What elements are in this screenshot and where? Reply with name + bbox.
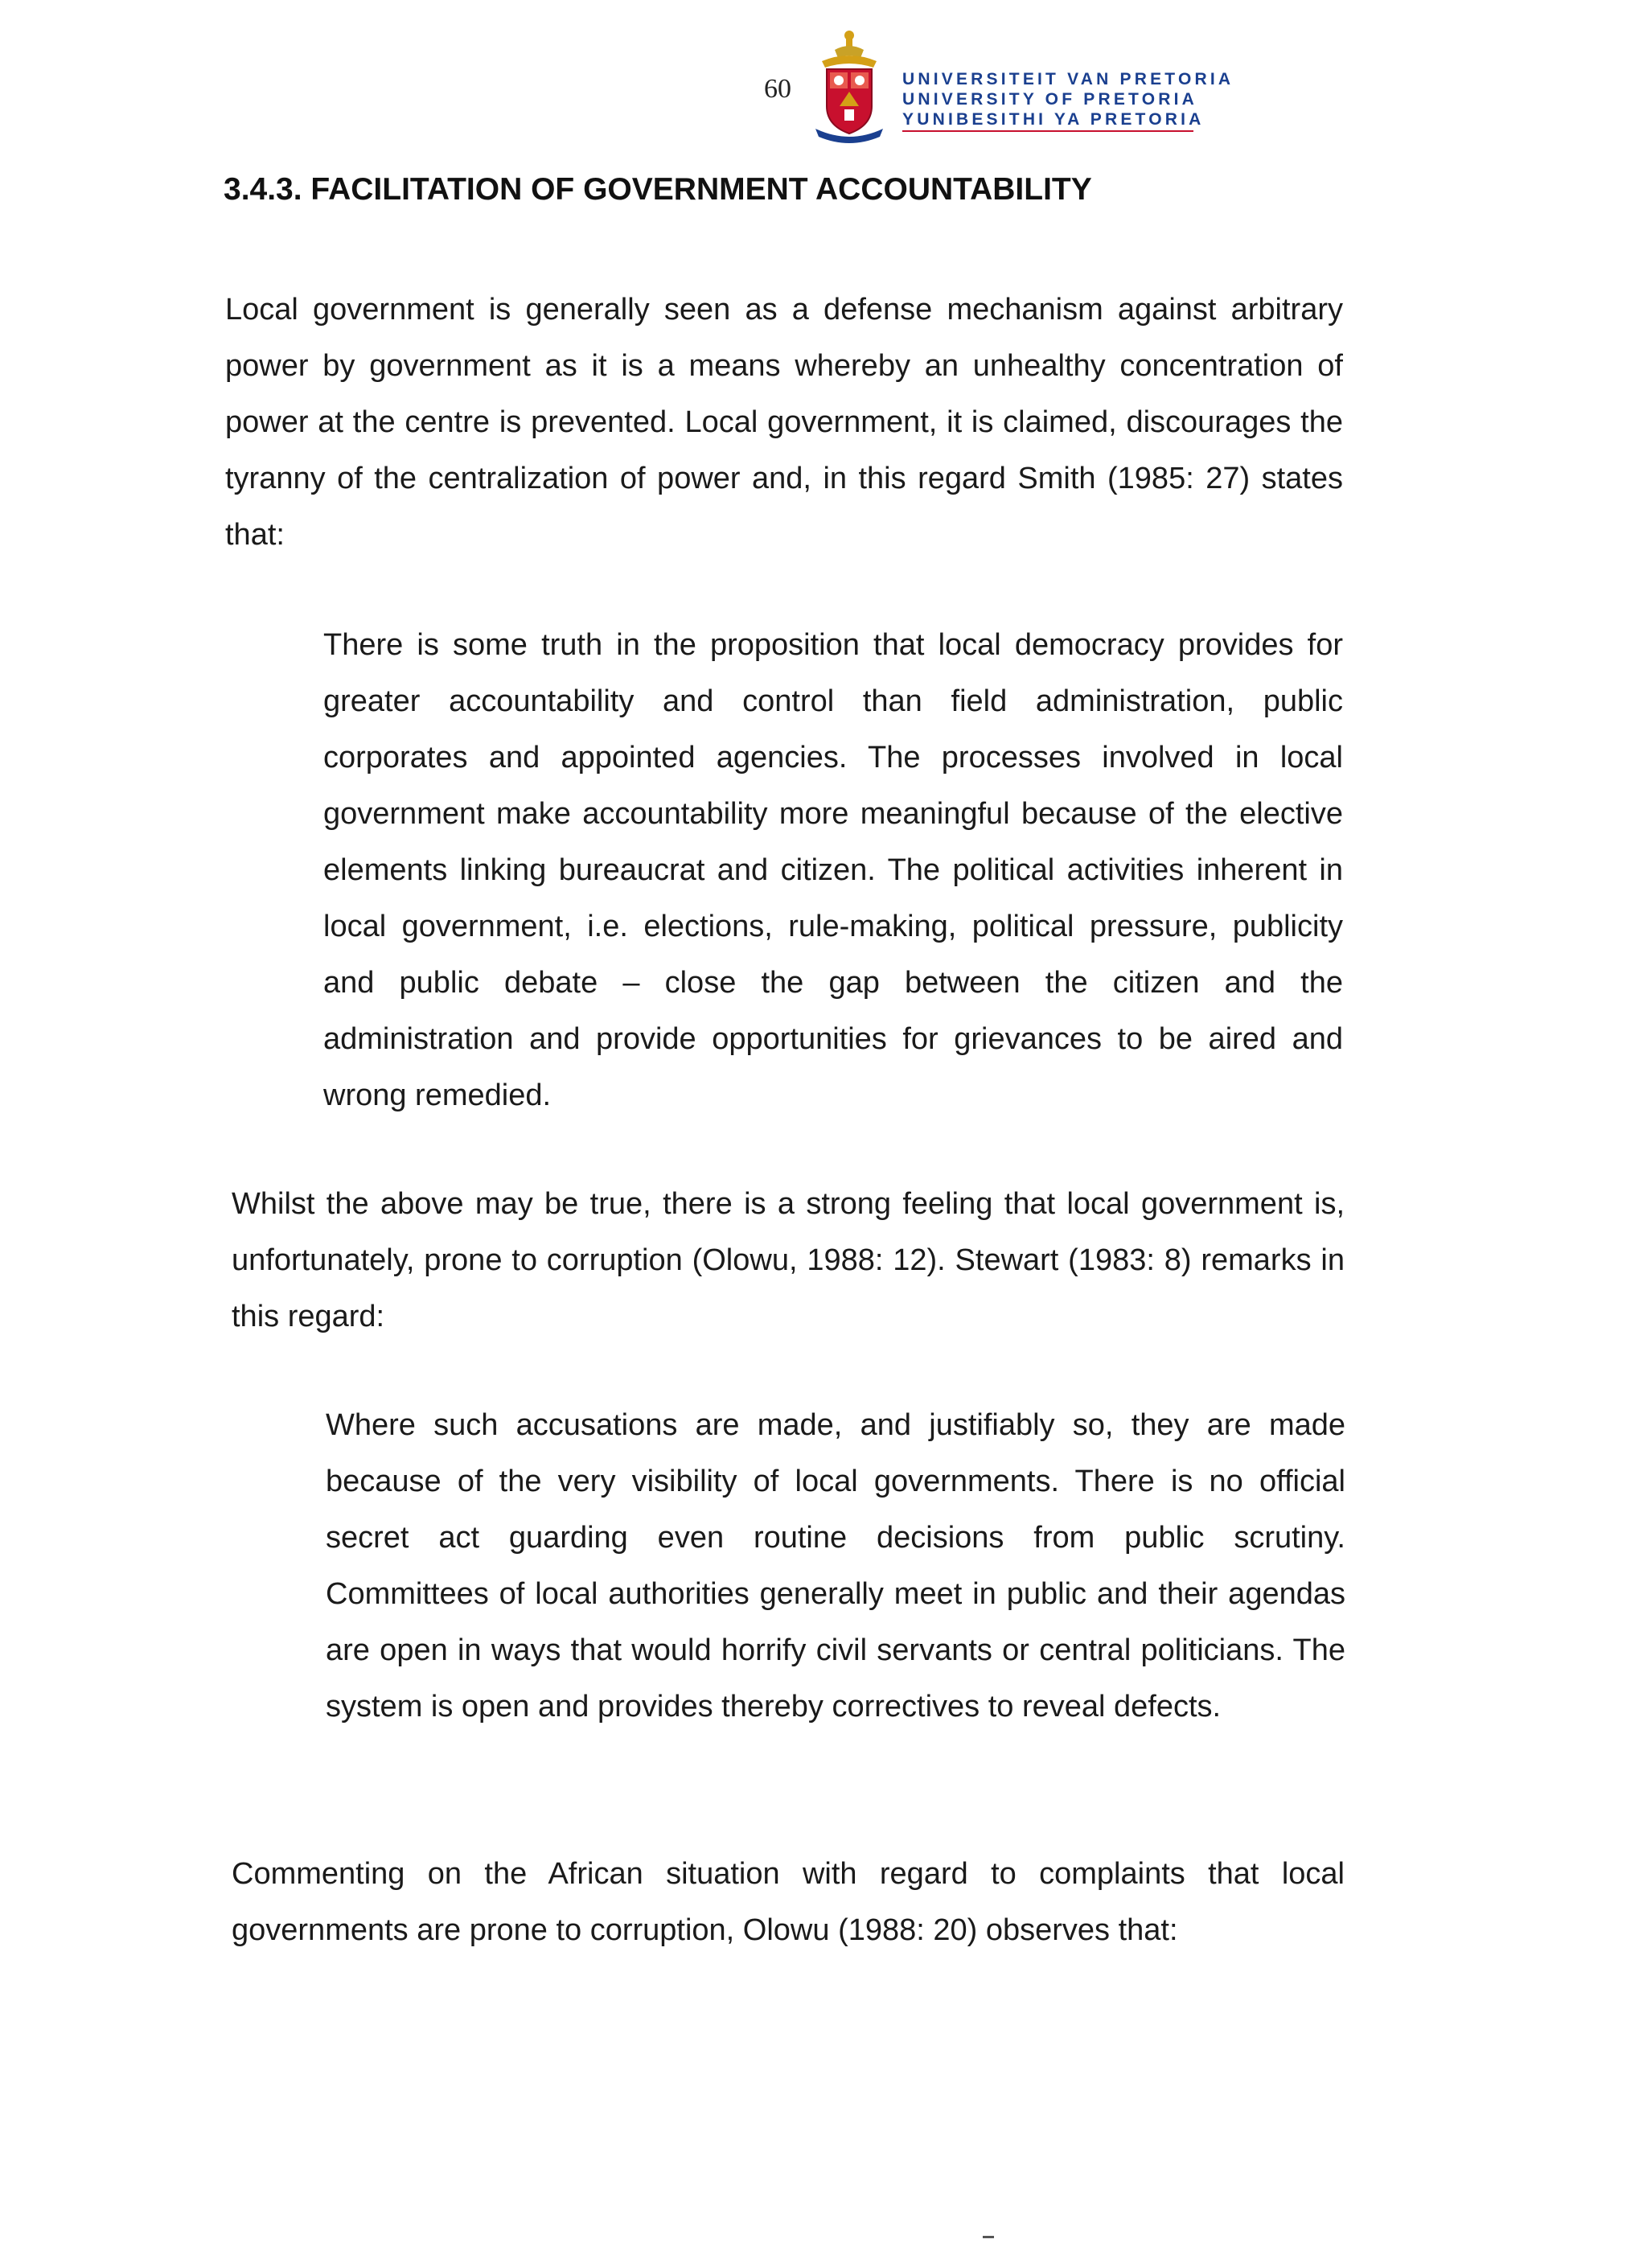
block-quote-2: Where such accusations are made, and justifiably so, they are made because of the very visibility of local governments. There is no official secret act guarding even routine decisions from public scrutiny. Committees of local authorities generally meet in public and their agendas are open in ways that would horrify civil servants or central politicians. The system is open and provides thereby correctives to reveal defects. bbox=[326, 1408, 1345, 1724]
page-number: 60 bbox=[764, 74, 791, 104]
university-name-sepedi: YUNIBESITHI YA PRETORIA bbox=[902, 110, 1205, 129]
body-paragraph-1: Local government is generally seen as a defense mechanism against arbitrary power by government as it is a means whereby an unhealthy concentration of power at the centre is prevented. Local government, it is claimed, discourages the tyranny of the centralization of power and, in this regard Smith (1985: 27) states that: bbox=[225, 293, 1343, 552]
university-names bbox=[902, 69, 1234, 129]
body-paragraph-3: Commenting on the African situation with regard to complaints that local governments are prone to corruption, Olowu (1988: 20) observes that: bbox=[232, 1857, 1345, 1947]
block-quote-1: There is some truth in the proposition that local democracy provides for greater accountability and control than field administration, public corporates and appointed agencies. The processes involved in local government make accountability more meaningful because of the elective elements linking bureaucrat and citizen. The political activities inherent in local government, i.e. elections, rule-making, political pressure, publicity and public debate – close the gap between the citizen and the administration and provide opportunities for grievances to be aired and wrong remedied. bbox=[323, 628, 1343, 1112]
body-paragraph-2: Whilst the above may be true, there is a strong feeling that local government is, unfortunately, prone to corruption (Olowu, 1988: 12). Stewart (1983: 8) remarks in this regard: bbox=[232, 1187, 1345, 1333]
university-crest-icon bbox=[811, 26, 888, 146]
section-heading: 3.4.3. FACILITATION OF GOVERNMENT ACCOUNTABILITY bbox=[224, 172, 1092, 207]
footer-mark bbox=[983, 2236, 994, 2238]
university-name-afrikaans: UNIVERSITEIT VAN PRETORIA bbox=[902, 70, 1234, 88]
header-rule bbox=[902, 130, 1193, 132]
university-name-english: UNIVERSITY OF PRETORIA bbox=[902, 90, 1197, 109]
